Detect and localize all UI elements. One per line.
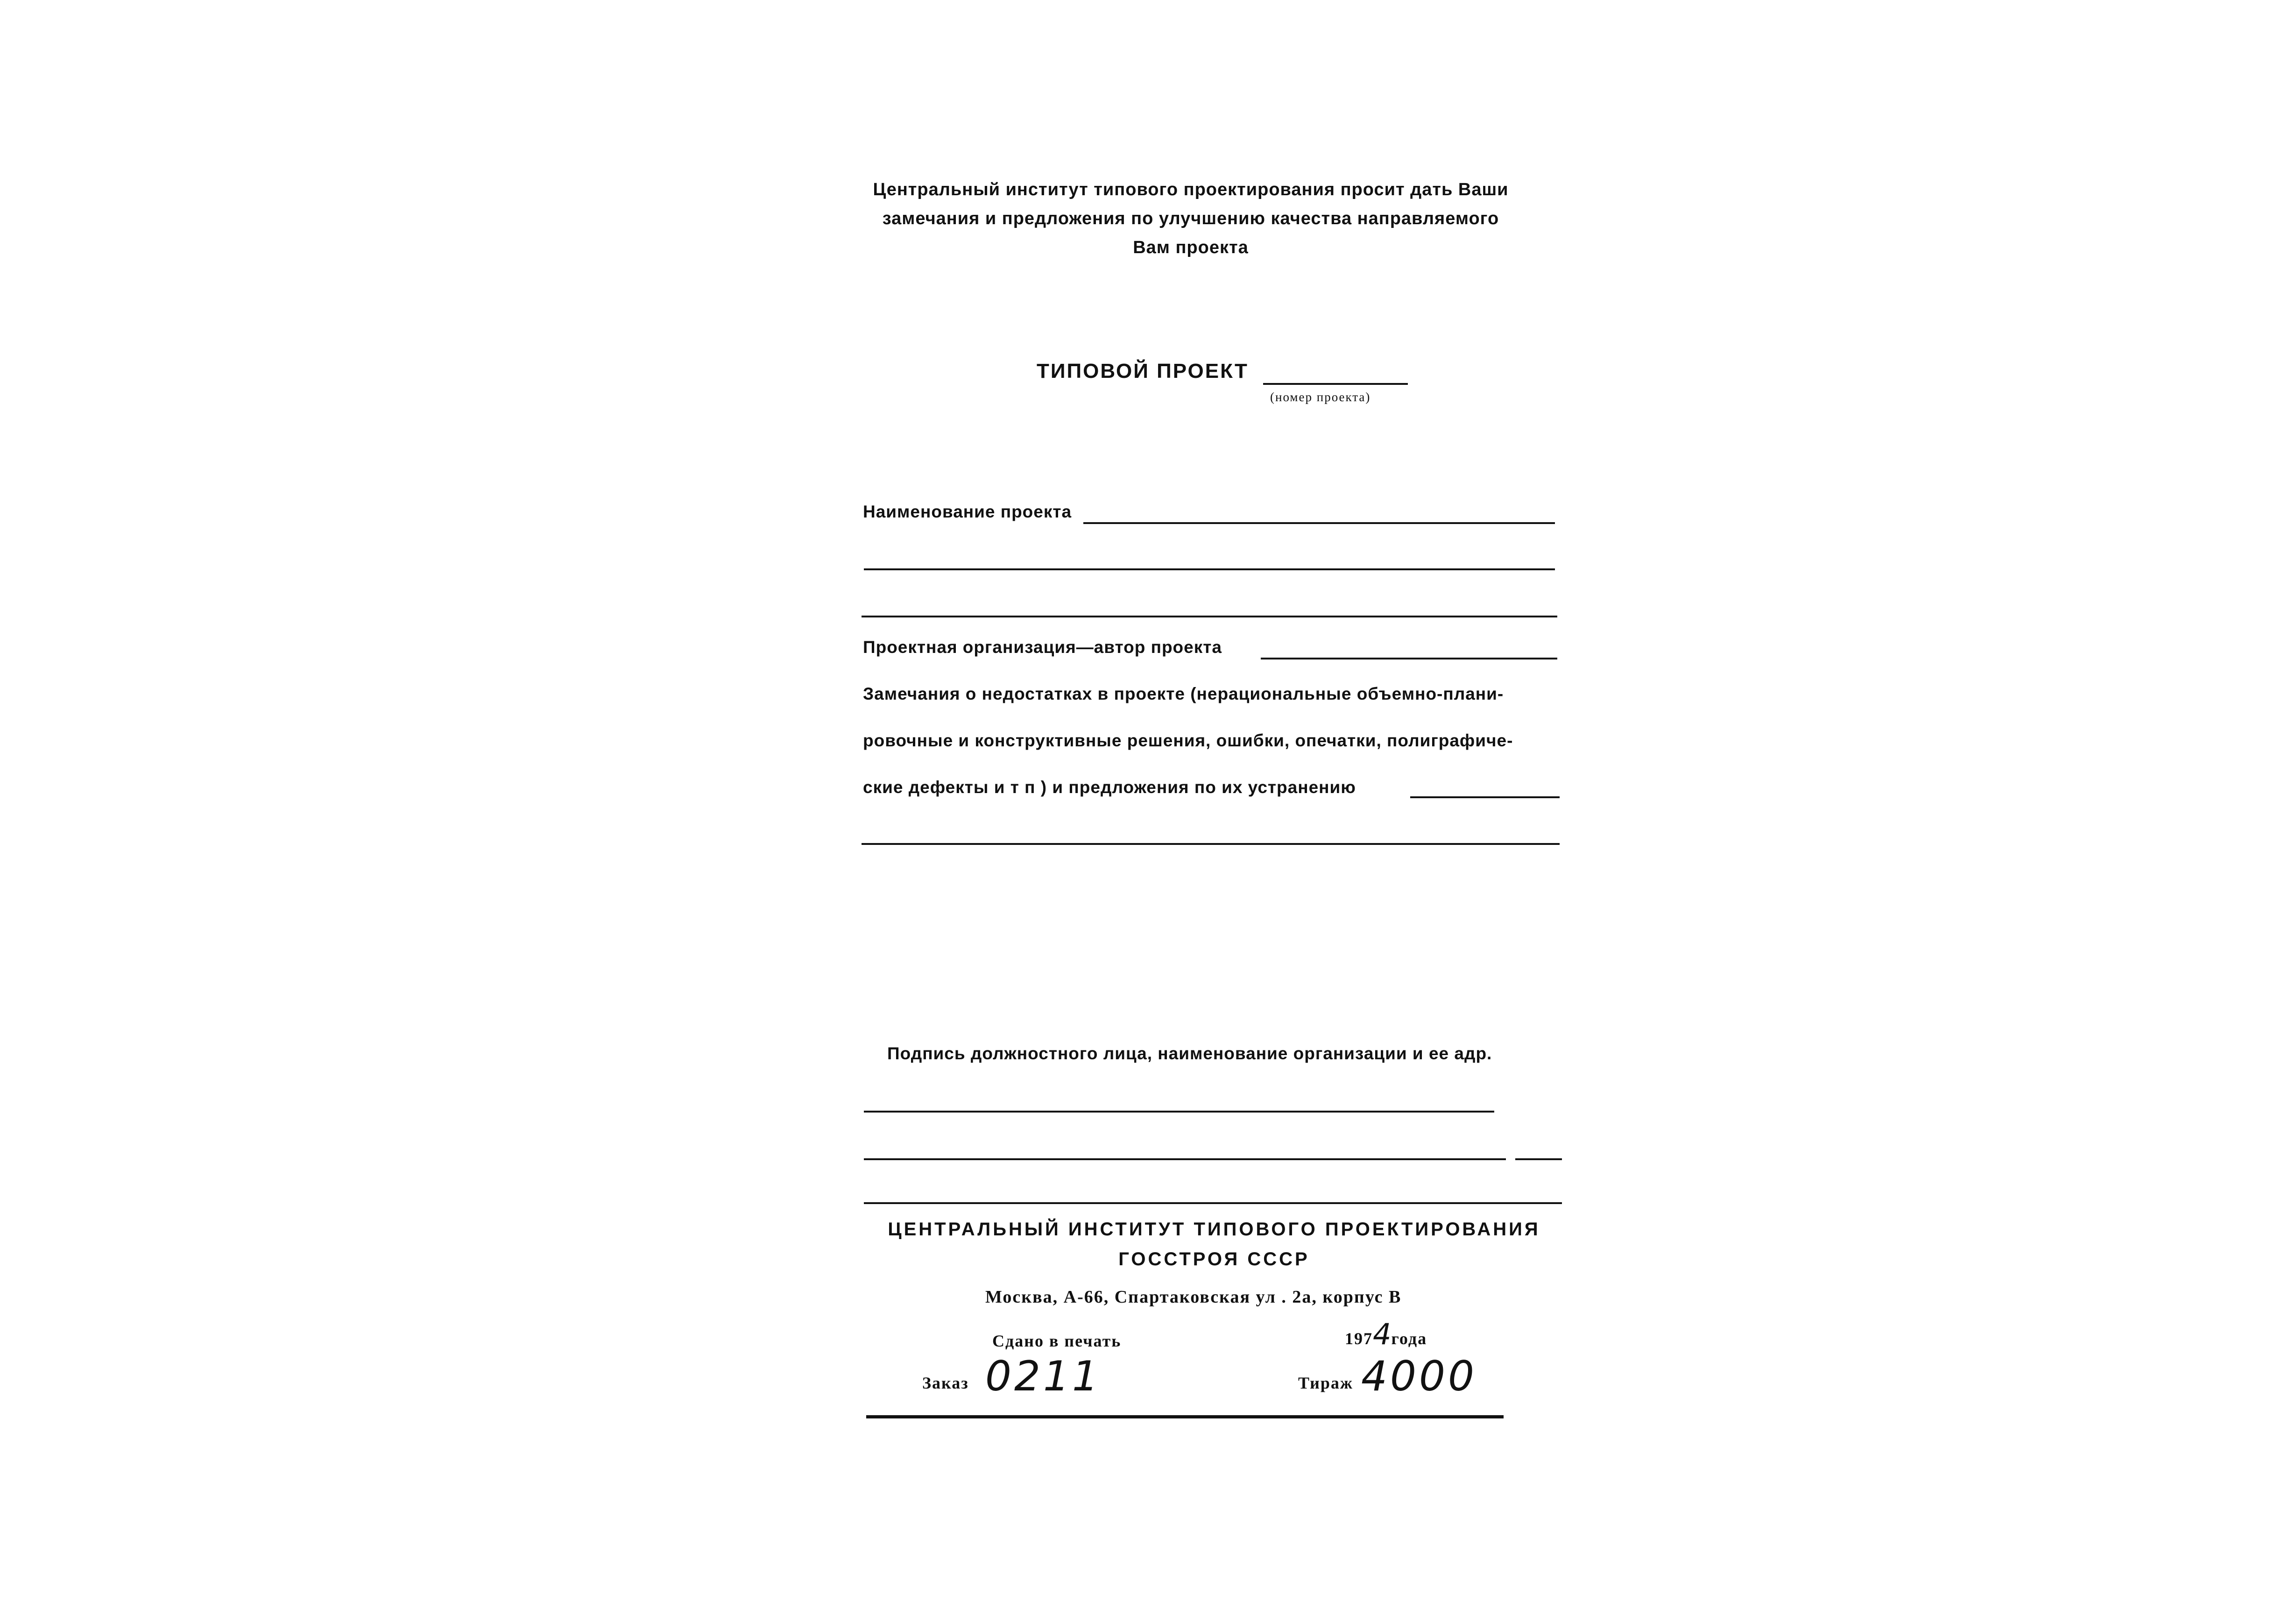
signature-field-line-2[interactable] (864, 1158, 1506, 1160)
remarks-label-line-2: ровочные и конструктивные решения, ошибки, опечатки, полиграфиче- (863, 731, 1513, 750)
project-name-label: Наименование проекта (863, 502, 1072, 521)
typical-project-title: ТИПОВОЙ ПРОЕКТ (1037, 360, 1249, 383)
signature-field-line-3[interactable] (864, 1202, 1562, 1204)
intro-paragraph (794, 175, 1588, 262)
project-name-field[interactable] (1083, 522, 1555, 524)
institute-name (864, 1214, 1564, 1274)
remarks-label-line-1: Замечания о недостатках в проекте (нерациональные объемно-плани- (863, 684, 1504, 703)
project-name-field-line-2[interactable] (864, 568, 1555, 570)
signature-field-line-1[interactable] (864, 1111, 1494, 1113)
print-year-handwritten: 4 (1373, 1317, 1392, 1351)
project-name-field-line-3[interactable] (862, 616, 1557, 617)
order-label: Заказ (922, 1374, 969, 1392)
intro-line-1: Центральный институт типового проектирования просит дать Ваши (873, 180, 1509, 199)
institute-name-line-2: ГОССТРОЯ СССР (1118, 1249, 1310, 1269)
circulation-value: 4000 (1361, 1352, 1477, 1400)
signature-label: Подпись должностного лица, наименование организации и ее адр. (887, 1044, 1492, 1063)
organization-label: Проектная организация—автор проекта (863, 638, 1222, 657)
print-year-prefix: 197 (1345, 1329, 1373, 1348)
order-number: 0211 (985, 1352, 1101, 1400)
remarks-field-line-2[interactable] (862, 843, 1560, 845)
remarks-field[interactable] (1410, 796, 1560, 798)
project-number-field[interactable] (1263, 383, 1408, 385)
intro-line-3: Вам проекта (1133, 238, 1249, 257)
project-number-caption: (номер проекта) (1270, 390, 1371, 404)
print-year-suffix: года (1391, 1329, 1427, 1348)
printed-label: Сдано в печать (992, 1332, 1122, 1350)
circulation-label: Тираж (1298, 1374, 1353, 1392)
institute-name-line-1: ЦЕНТРАЛЬНЫЙ ИНСТИТУТ ТИПОВОГО ПРОЕКТИРОВАНИЯ (888, 1219, 1540, 1240)
institute-address: Москва, А-66, Спартаковская ул . 2а, корпус В (985, 1287, 1402, 1307)
footer-bottom-rule (866, 1415, 1504, 1418)
intro-line-2: замечания и предложения по улучшению качества направляемого (882, 209, 1499, 228)
organization-field[interactable] (1261, 658, 1557, 659)
signature-field-line-2b[interactable] (1515, 1158, 1562, 1160)
print-year (1345, 1317, 1427, 1351)
remarks-label-line-3: ские дефекты и т п ) и предложения по их устранению (863, 778, 1356, 797)
